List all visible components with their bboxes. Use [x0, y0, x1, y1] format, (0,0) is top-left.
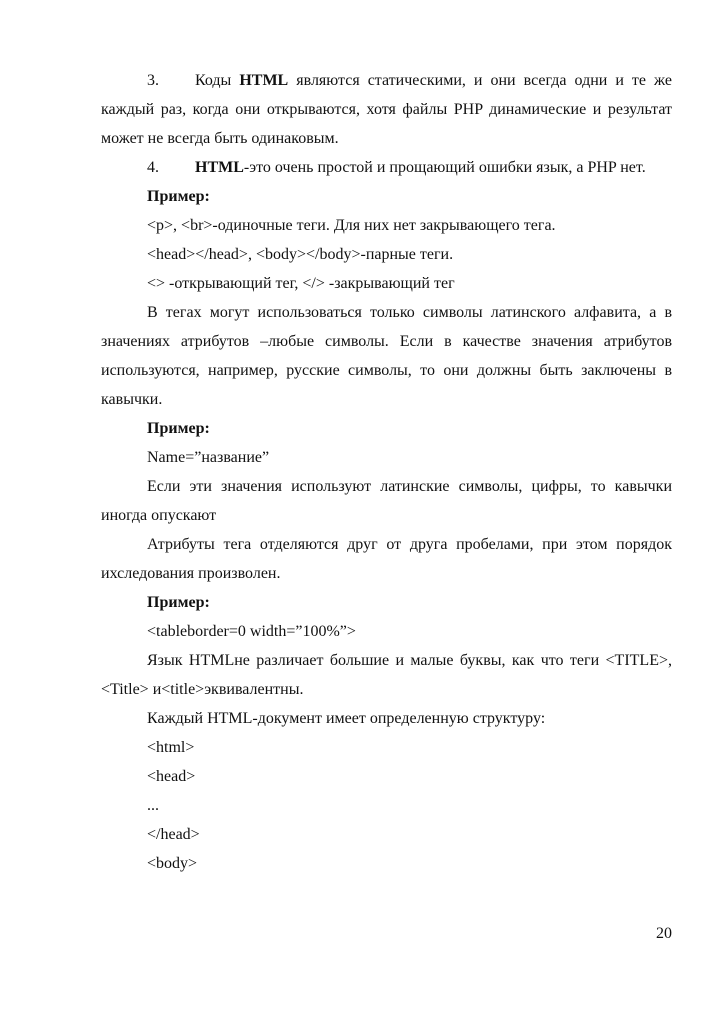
paragraph-structure: Каждый HTML-документ имеет определенную структуру:	[147, 710, 546, 727]
paragraph-latin-symbols: В тегах могут использоваться только символы латинского алфавита, а в значениях атрибутов –любые символы. Если в качестве значения атрибутов используются, например, русские символы, то они должны быть заключены в кавычки.	[101, 304, 672, 408]
item-text-bold: HTML	[195, 159, 244, 176]
paragraph-quotes: Если эти значения используют латинские символы, цифры, то кавычки иногда опускают	[101, 478, 672, 524]
code-line: </head>	[147, 826, 200, 843]
numbered-item-3	[101, 66, 672, 153]
item-text-pre: Коды	[195, 72, 240, 89]
code-line: <head>	[147, 768, 196, 785]
example-single-tags: <p>, <br>-одиночные теги. Для них нет закрывающего тега.	[147, 217, 556, 234]
document-body	[101, 66, 672, 878]
paragraph-attributes: Атрибуты тега отделяются друг от друга пробелами, при этом порядок ихследования произволен.	[101, 536, 672, 582]
code-line: <body>	[147, 855, 198, 872]
item-number: 3.	[147, 72, 159, 89]
code-line: <html>	[147, 739, 195, 756]
item-number: 4.	[147, 159, 159, 176]
example-label: Пример:	[147, 420, 210, 437]
item-text-bold: HTML	[239, 72, 289, 89]
example-name-attribute: Name=”название”	[147, 449, 270, 466]
paragraph-case-insensitive: Язык HTMLне различает большие и малые буквы, как что теги <TITLE>, <Title> и<title>эквивалентны.	[101, 652, 672, 698]
example-label: Пример:	[147, 188, 210, 205]
example-pair-tags: <head></head>, <body></body>-парные теги.	[147, 246, 454, 263]
item-text-post: -это очень простой и прощающий ошибки язык, а PHP нет.	[243, 159, 646, 176]
example-open-close-tags: <> -открывающий тег, </> -закрывающий тег	[147, 275, 455, 292]
example-table-tag: <tableborder=0 width=”100%”>	[147, 623, 356, 640]
code-line: ...	[147, 797, 159, 814]
example-label: Пример:	[147, 594, 210, 611]
item-text-post: являются статическими, и они всегда одни и те же каждый раз, когда они открываются, хотя файлы PHP динамические и результат может не всегда быть одинаковым.	[101, 72, 672, 147]
numbered-item-4	[101, 153, 672, 182]
page-number: 20	[656, 925, 672, 942]
